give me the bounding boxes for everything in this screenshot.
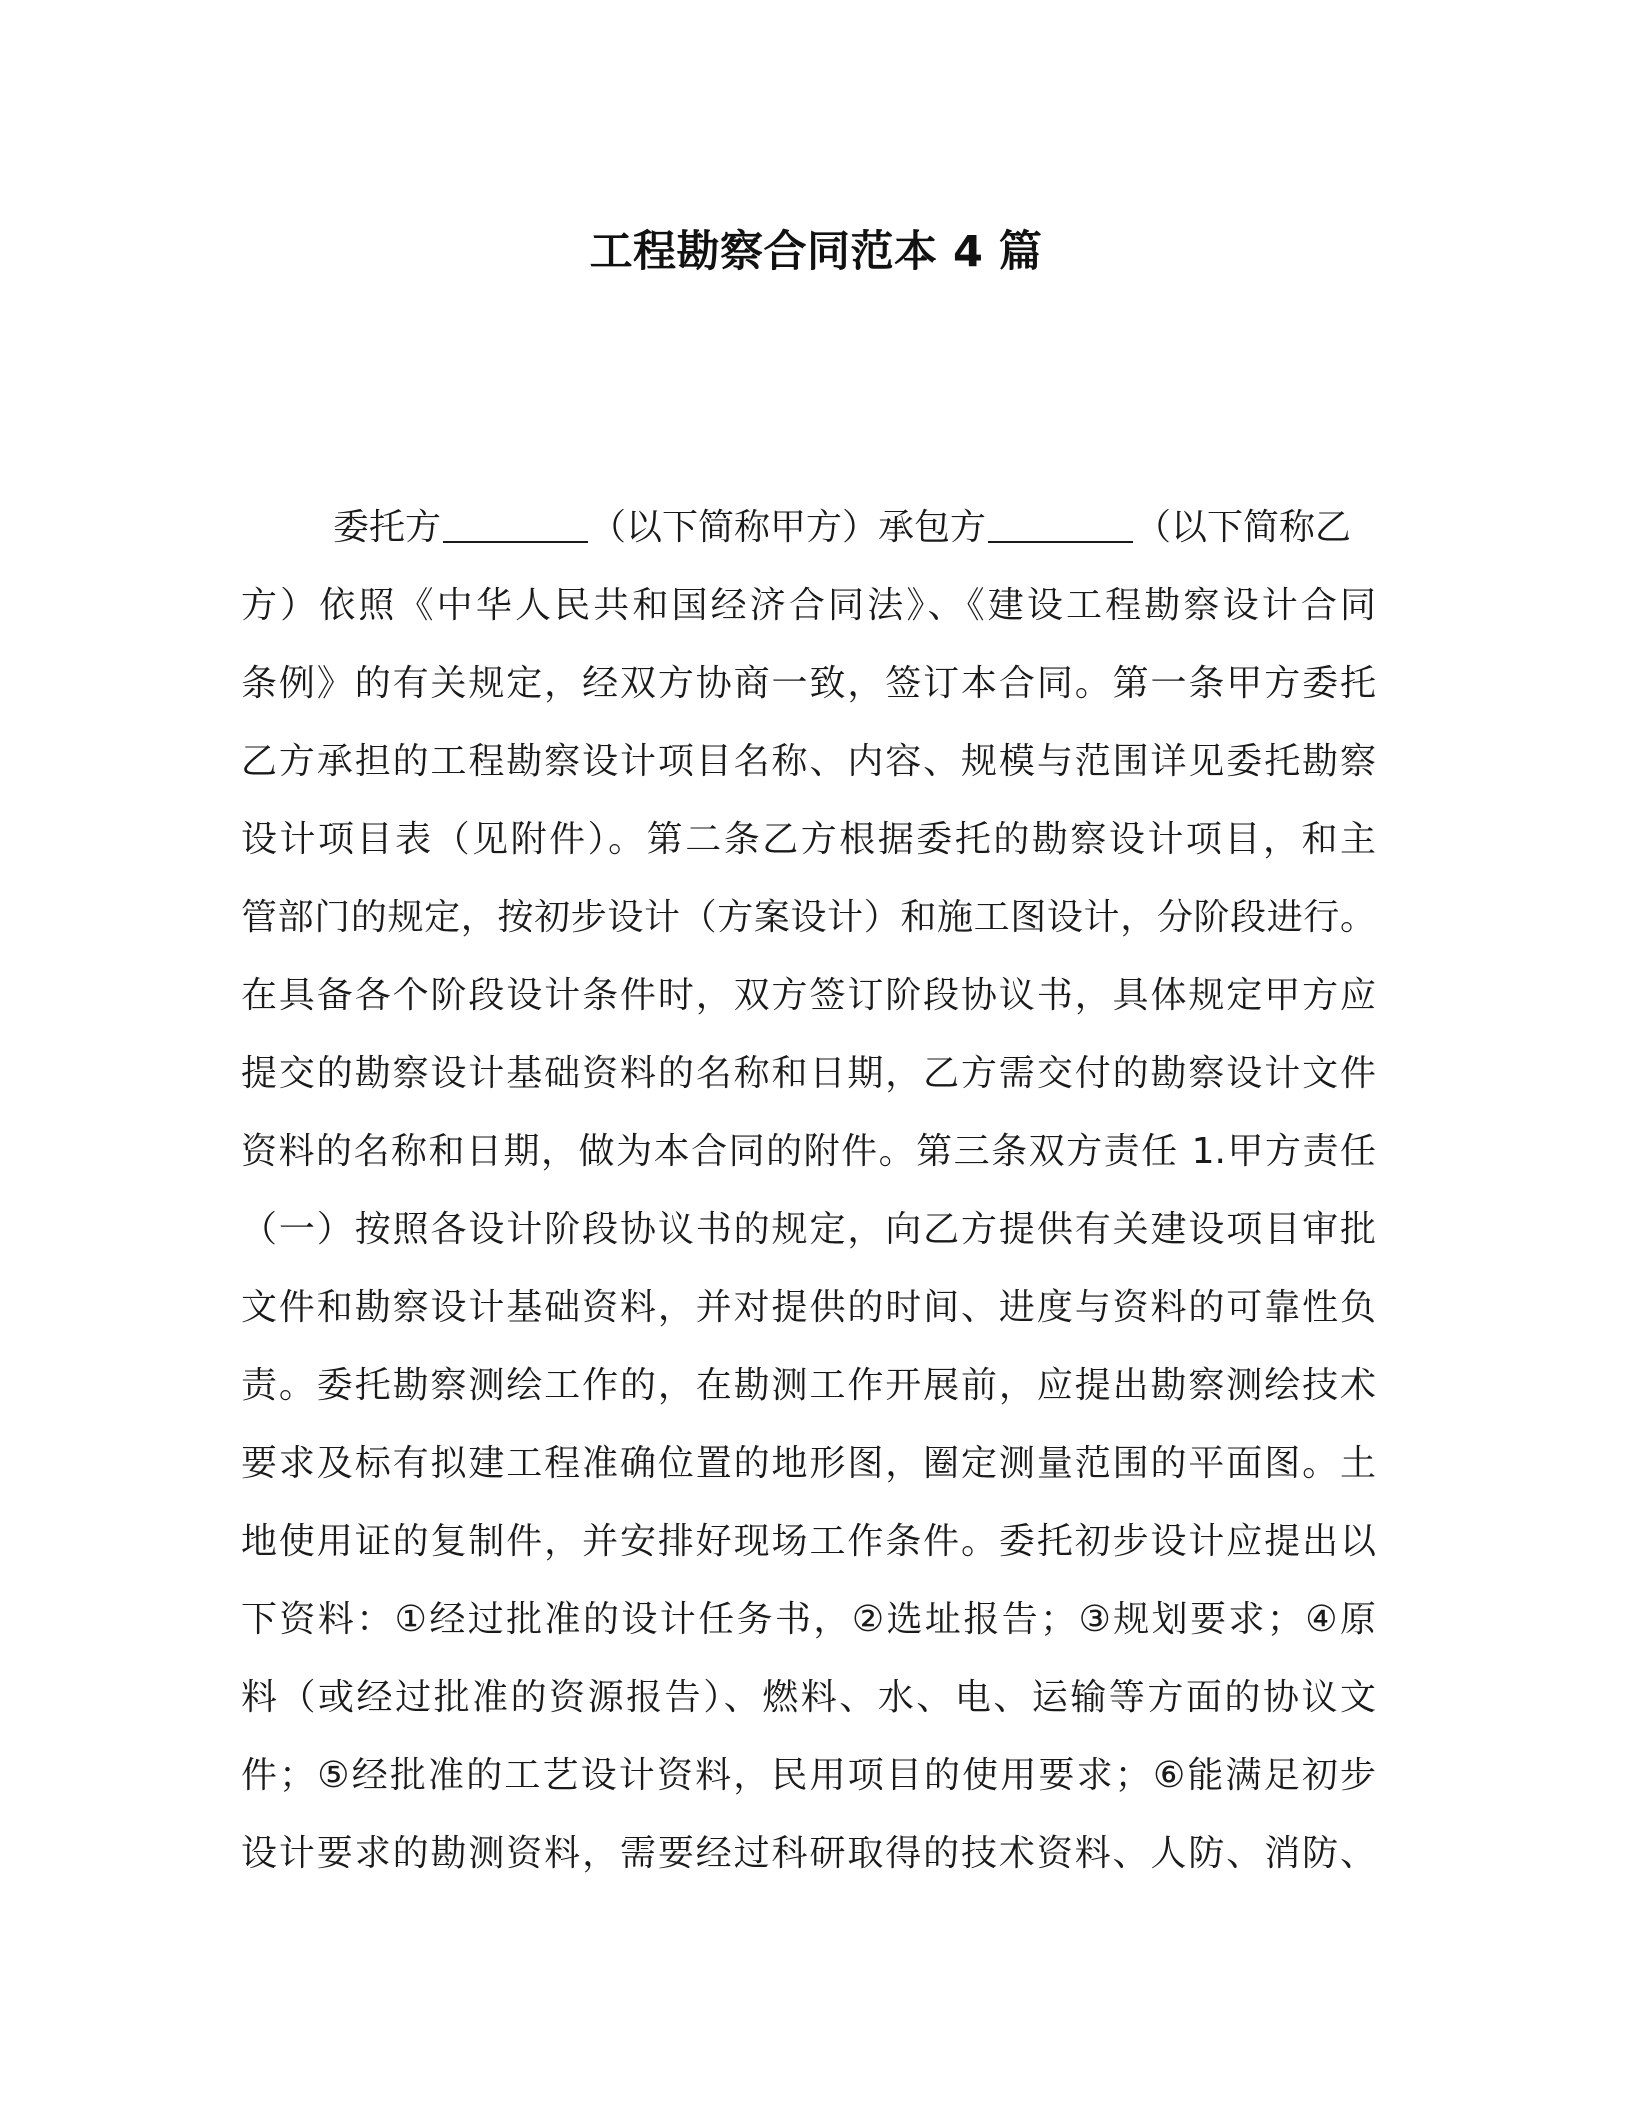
body-line-13: 要求及标有拟建工程准确位置的地形图，圈定测量范围的平面图。土 bbox=[241, 1443, 1376, 1484]
body-line-1-tail: （以下简称乙 bbox=[1135, 507, 1352, 548]
body-line-5: 设计项目表（见附件）。第二条乙方根据委托的勘察设计项目，和主 bbox=[241, 819, 1376, 860]
body-line-11: 文件和勘察设计基础资料，并对提供的时间、进度与资料的可靠性负 bbox=[241, 1287, 1376, 1328]
party-a-label: 委托方 bbox=[333, 507, 442, 548]
body-line-10: （一）按照各设计阶段协议书的规定，向乙方提供有关建设项目审批 bbox=[241, 1209, 1376, 1250]
party-b-blank bbox=[988, 515, 1133, 543]
document-body bbox=[241, 489, 1376, 1893]
body-line-6: 管部门的规定，按初步设计（方案设计）和施工图设计，分阶段进行。 bbox=[241, 897, 1376, 938]
body-line-15: 下资料：①经过批准的设计任务书，②选址报告；③规划要求；④原 bbox=[241, 1599, 1376, 1640]
body-line-4: 乙方承担的工程勘察设计项目名称、内容、规模与范围详见委托勘察 bbox=[241, 741, 1376, 782]
body-line-8: 提交的勘察设计基础资料的名称和日期，乙方需交付的勘察设计文件 bbox=[241, 1053, 1376, 1094]
body-line-14: 地使用证的复制件，并安排好现场工作条件。委托初步设计应提出以 bbox=[241, 1521, 1376, 1562]
party-b-label: （以下简称甲方）承包方 bbox=[590, 507, 987, 548]
body-line-3: 条例》的有关规定，经双方协商一致，签订本合同。第一条甲方委托 bbox=[241, 663, 1376, 704]
body-line-16: 料（或经过批准的资源报告）、燃料、水、电、运输等方面的协议文 bbox=[241, 1677, 1376, 1718]
body-line-1 bbox=[241, 489, 1376, 567]
body-line-12: 责。委托勘察测绘工作的，在勘测工作开展前，应提出勘察测绘技术 bbox=[241, 1365, 1376, 1406]
body-line-2: 方）依照《中华人民共和国经济合同法》、《建设工程勘察设计合同 bbox=[241, 585, 1376, 626]
document-title: 工程勘察合同范本 4 篇 bbox=[589, 227, 1043, 277]
body-line-9: 资料的名称和日期，做为本合同的附件。第三条双方责任 1.甲方责任 bbox=[241, 1131, 1376, 1172]
body-line-18: 设计要求的勘测资料，需要经过科研取得的技术资料、人防、消防、 bbox=[241, 1833, 1376, 1874]
body-line-17: 件；⑤经批准的工艺设计资料，民用项目的使用要求；⑥能满足初步 bbox=[241, 1755, 1376, 1796]
body-line-7: 在具备各个阶段设计条件时，双方签订阶段协议书，具体规定甲方应 bbox=[241, 975, 1376, 1016]
party-a-blank bbox=[443, 515, 588, 543]
